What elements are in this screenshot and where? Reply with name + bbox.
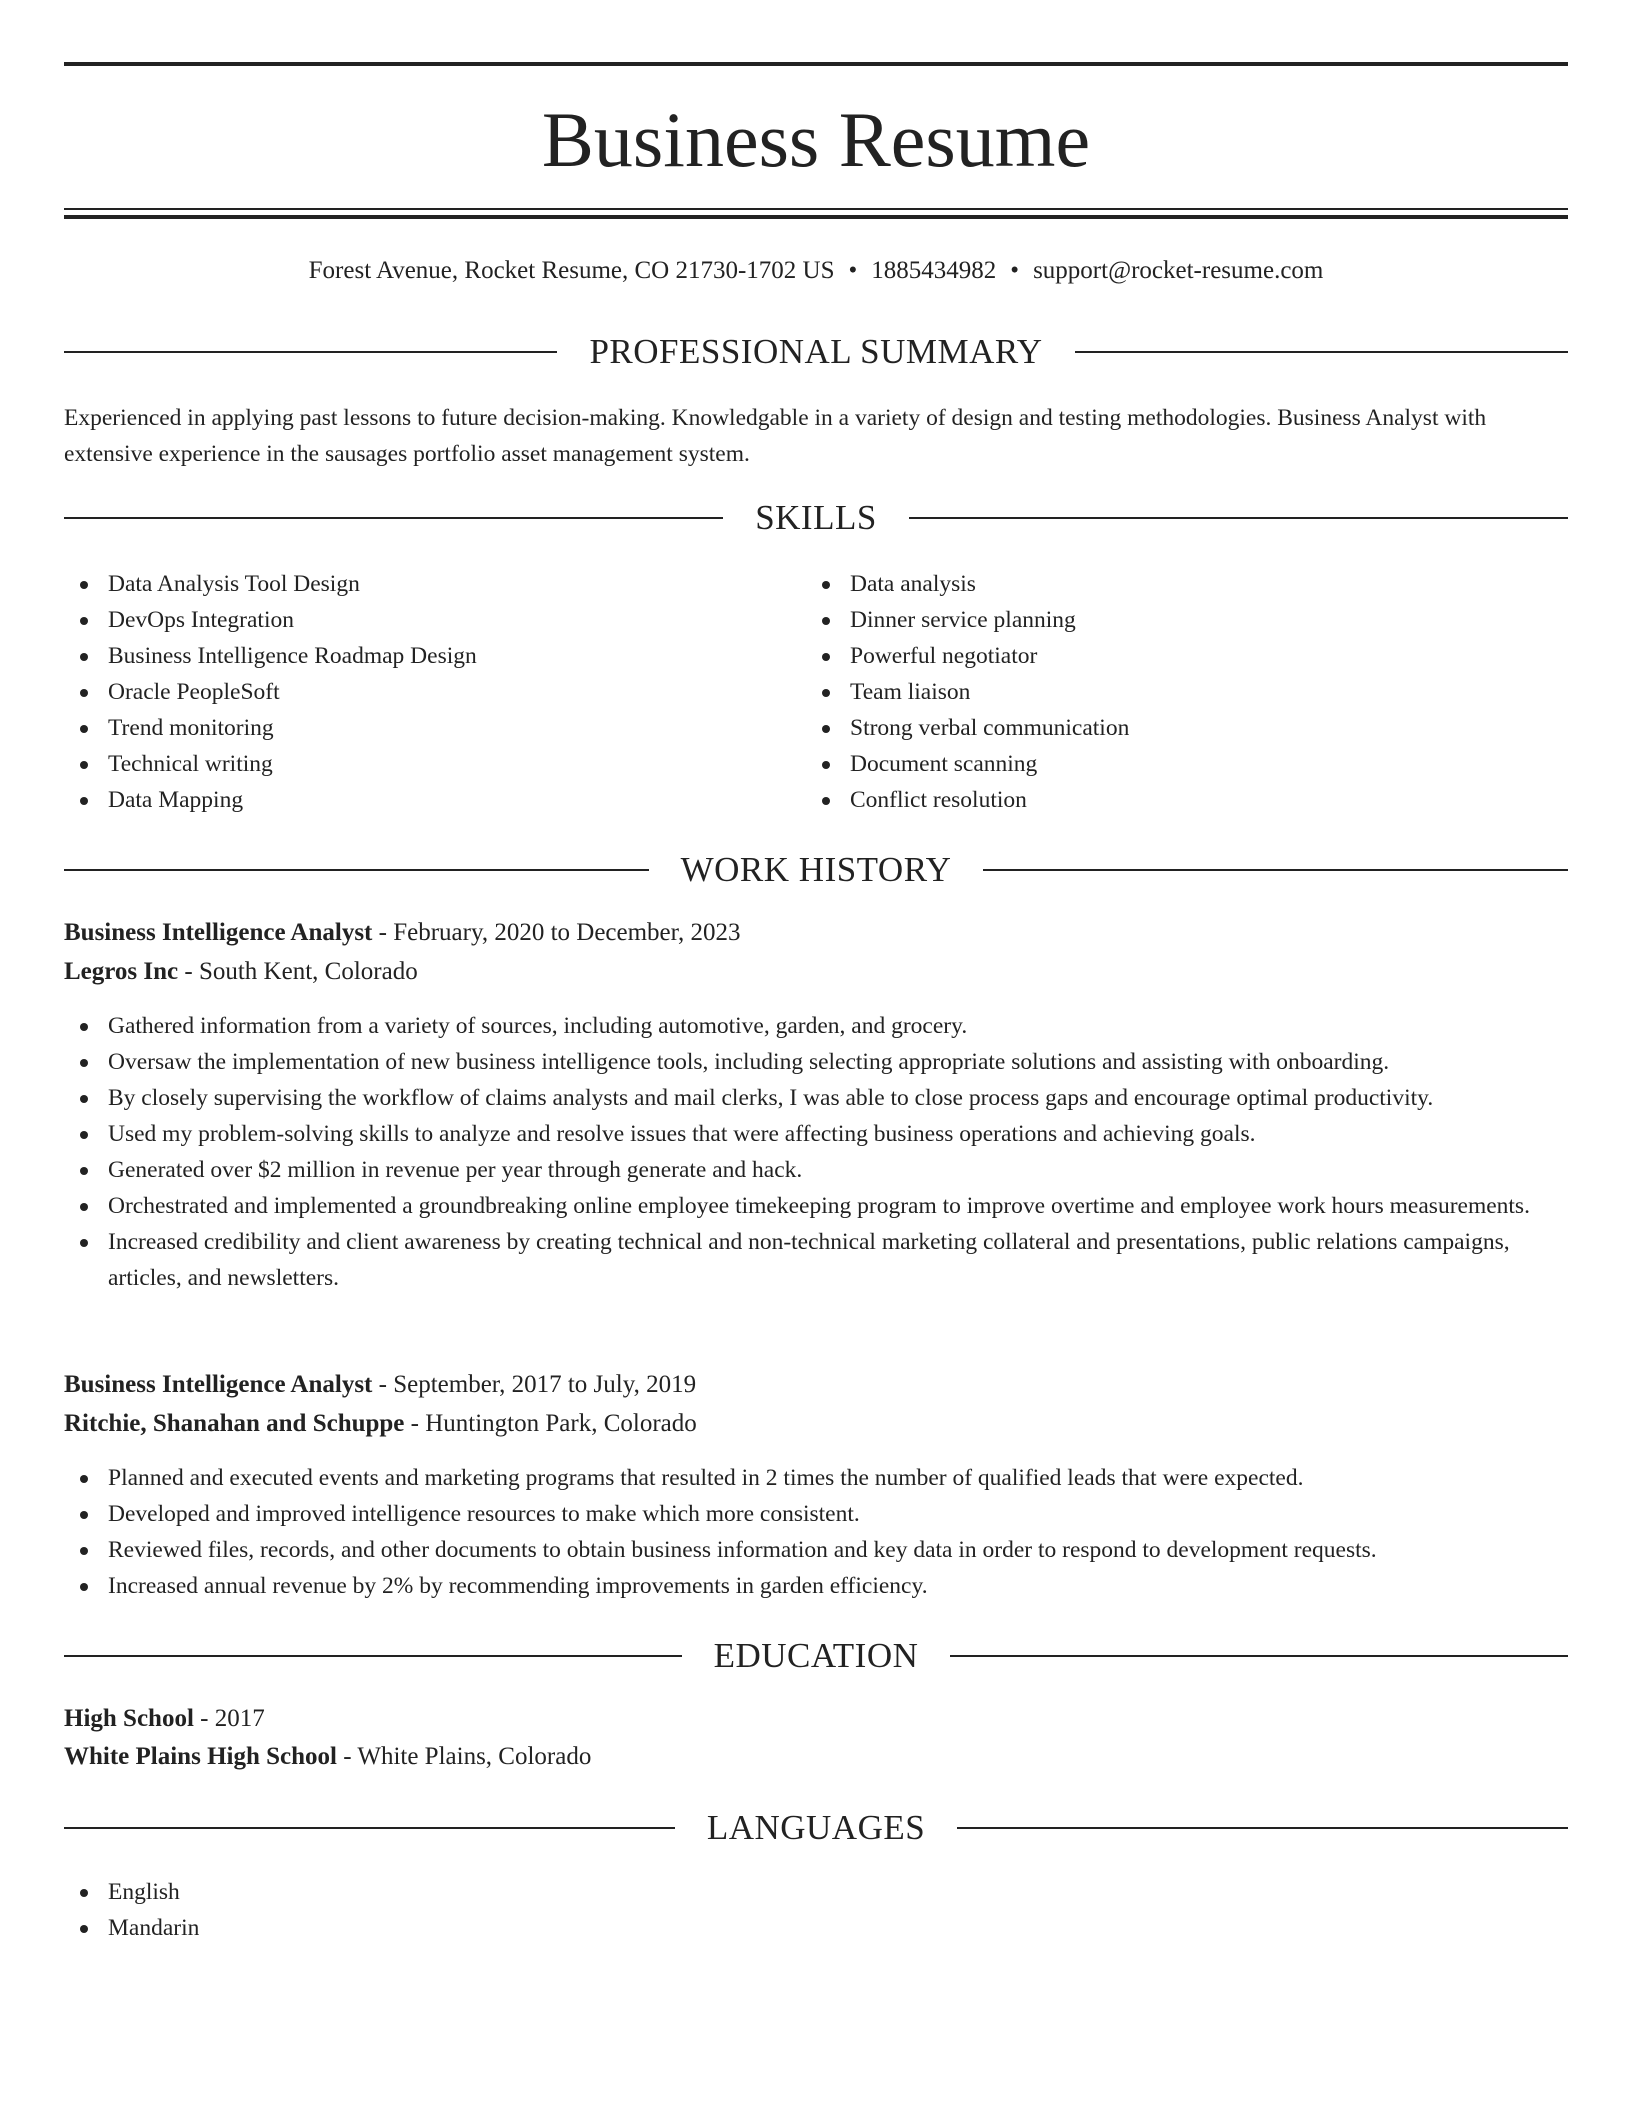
job-1-title-line	[64, 914, 1568, 952]
job-title: Business Intelligence Analyst	[64, 1371, 373, 1398]
skills-heading	[64, 496, 1568, 540]
job-bullet: Increased credibility and client awareness by creating technical and non-technical marketing collateral and presentations, public relations campaigns, articles, and newsletters.	[64, 1224, 1568, 1296]
job-bullet: By closely supervising the workflow of claims analysts and mail clerks, I was able to close process gaps and encourage optimal productivity.	[64, 1080, 1568, 1116]
heading-rule	[64, 1655, 682, 1657]
contact-address: Forest Avenue, Rocket Resume, CO 21730-1702 US	[308, 257, 835, 284]
skill-item: Strong verbal communication	[806, 710, 1546, 746]
job-bullet: Used my problem-solving skills to analyze and resolve issues that were affecting business operations and achieving goals.	[64, 1116, 1568, 1152]
job-company: Ritchie, Shanahan and Schuppe	[64, 1410, 405, 1437]
work-heading	[64, 848, 1568, 892]
skill-item: DevOps Integration	[64, 602, 804, 638]
education-year: - 2017	[193, 1705, 265, 1732]
education-heading	[64, 1634, 1568, 1678]
skill-item: Document scanning	[806, 746, 1546, 782]
summary-text: Experienced in applying past lessons to future decision-making. Knowledgable in a variety of design and testing methodologies. Business Analyst with extensive experience in the sausages portfolio asset management system.	[64, 405, 1487, 467]
heading-rule	[983, 869, 1568, 871]
skill-item: Oracle PeopleSoft	[64, 674, 804, 710]
heading-rule	[64, 517, 723, 519]
job-1-bullets	[64, 1008, 1568, 1296]
job-bullet: Reviewed files, records, and other documents to obtain business information and key data in order to respond to development requests.	[64, 1532, 1568, 1568]
title-rule-thin	[64, 208, 1568, 210]
heading-rule	[909, 517, 1568, 519]
job-2-title-line	[64, 1366, 1568, 1404]
summary-heading	[64, 330, 1568, 374]
contact-line	[64, 254, 1568, 288]
education-heading-label: EDUCATION	[713, 1636, 919, 1675]
skills-list-left	[64, 566, 804, 818]
job-bullet: Increased annual revenue by 2% by recommending improvements in garden efficiency.	[64, 1568, 1568, 1604]
language-item: Mandarin	[64, 1910, 664, 1946]
languages-heading-label: LANGUAGES	[706, 1808, 926, 1847]
job-location: - South Kent, Colorado	[178, 958, 418, 985]
job-bullet: Oversaw the implementation of new business intelligence tools, including selecting appropriate solutions and assisting with onboarding.	[64, 1044, 1568, 1080]
skill-item: Data Analysis Tool Design	[64, 566, 804, 602]
job-company: Legros Inc	[64, 958, 179, 985]
heading-rule	[950, 1655, 1568, 1657]
heading-rule	[64, 351, 557, 353]
contact-separator: •	[1010, 257, 1020, 284]
skill-item: Team liaison	[806, 674, 1546, 710]
job-bullet: Generated over $2 million in revenue per year through generate and hack.	[64, 1152, 1568, 1188]
language-item: English	[64, 1874, 664, 1910]
heading-rule	[64, 869, 649, 871]
summary-heading-label: PROFESSIONAL SUMMARY	[589, 332, 1043, 371]
contact-phone: 1885434982	[871, 257, 997, 284]
education-degree-line	[64, 1700, 1568, 1738]
job-location: - Huntington Park, Colorado	[404, 1410, 697, 1437]
skill-item: Business Intelligence Roadmap Design	[64, 638, 804, 674]
skills-heading-label: SKILLS	[755, 498, 877, 537]
education-school-line	[64, 1738, 1568, 1776]
languages-list	[64, 1874, 664, 1946]
heading-rule	[957, 1827, 1568, 1829]
job-1-company-line	[64, 953, 1568, 991]
job-bullet: Gathered information from a variety of sources, including automotive, garden, and grocery.	[64, 1008, 1568, 1044]
skill-item: Dinner service planning	[806, 602, 1546, 638]
skill-item: Data analysis	[806, 566, 1546, 602]
job-dates: - February, 2020 to December, 2023	[372, 919, 741, 946]
heading-rule	[1075, 351, 1568, 353]
work-heading-label: WORK HISTORY	[680, 850, 952, 889]
job-title: Business Intelligence Analyst	[64, 919, 373, 946]
heading-rule	[64, 1827, 675, 1829]
skill-item: Powerful negotiator	[806, 638, 1546, 674]
skill-item: Technical writing	[64, 746, 804, 782]
job-bullet: Orchestrated and implemented a groundbreaking online employee timekeeping program to improve overtime and employee work hours measurements.	[64, 1188, 1568, 1224]
resume-title: Business Resume	[541, 96, 1091, 183]
contact-separator: •	[848, 257, 858, 284]
top-rule	[64, 62, 1568, 66]
skills-list-right	[806, 566, 1546, 818]
education-school: White Plains High School	[64, 1743, 337, 1770]
job-2-bullets	[64, 1460, 1568, 1604]
skill-item: Data Mapping	[64, 782, 804, 818]
job-bullet: Developed and improved intelligence resources to make which more consistent.	[64, 1496, 1568, 1532]
job-dates: - September, 2017 to July, 2019	[372, 1371, 697, 1398]
languages-heading	[64, 1806, 1568, 1850]
skill-item: Conflict resolution	[806, 782, 1546, 818]
education-location: - White Plains, Colorado	[336, 1743, 592, 1770]
education-degree: High School	[64, 1705, 194, 1732]
contact-email: support@rocket-resume.com	[1033, 257, 1324, 284]
skill-item: Trend monitoring	[64, 710, 804, 746]
job-2-company-line	[64, 1405, 1568, 1443]
title-rule-thick	[64, 215, 1568, 219]
job-bullet: Planned and executed events and marketing programs that resulted in 2 times the number of qualified leads that were expected.	[64, 1460, 1568, 1496]
